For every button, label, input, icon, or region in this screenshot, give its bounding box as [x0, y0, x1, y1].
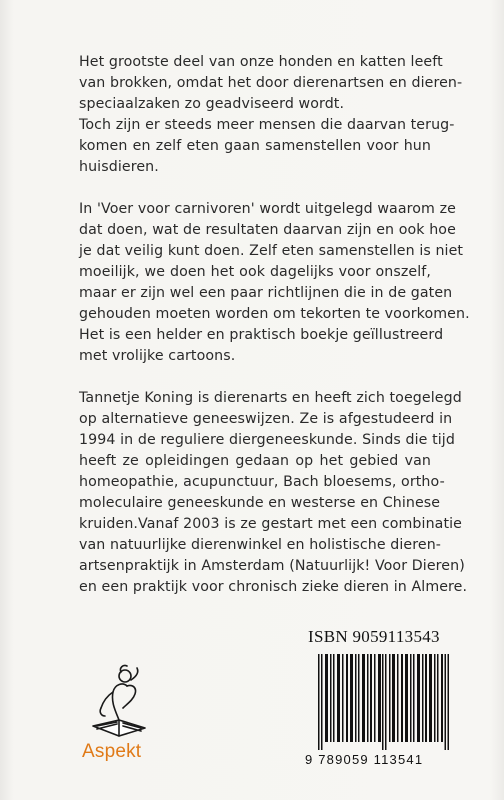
barcode-digits: 9 789059 113541: [305, 752, 424, 767]
text-line: Het grootste deel van onze honden en katten leeft: [79, 54, 443, 70]
text-line: heeft ze opleidingen gedaan op het gebied van: [79, 453, 431, 469]
text-line: en een praktijk voor chronisch zieke dieren in Almere.: [79, 579, 468, 595]
text-line: homeopathie, acupunctuur, Bach bloesems, ortho-: [79, 474, 445, 490]
back-cover-blurb: [79, 52, 470, 619]
text-line: In 'Voer voor carnivoren' wordt uitgelegd waarom ze: [79, 201, 456, 217]
text-line: moleculaire geneeskunde en westerse en Chinese: [79, 495, 441, 511]
text-line: maar er zijn wel een paar richtlijnen die in de gaten: [79, 285, 453, 301]
text-line: gehouden moeten worden om tekorten te voorkomen.: [79, 306, 470, 322]
reading-figure-icon: [79, 662, 169, 742]
publisher-name: Aspekt: [82, 741, 142, 762]
text-line: Het is een helder en praktisch boekje geïllustreerd: [79, 327, 444, 343]
text-line: komen en zelf eten gaan samenstellen voor hun: [79, 138, 431, 154]
text-line: met vrolijke cartoons.: [79, 348, 236, 364]
text-line: je dat veilig kunt doen. Zelf eten samenstellen is niet: [79, 243, 464, 259]
text-line: op alternatieve geneeswijzen. Ze is afgestudeerd in: [79, 411, 453, 427]
text-line: artsenpraktijk in Amsterdam (Natuurlijk! Voor Dieren): [79, 558, 465, 574]
text-line: huisdieren.: [79, 159, 159, 175]
text-line: van brokken, omdat het door dierenartsen en dieren-: [79, 75, 463, 91]
text-line: speciaalzaken zo geadviseerd wordt.: [79, 96, 345, 112]
barcode-icon: [318, 654, 449, 750]
text-line: Toch zijn er steeds meer mensen die daarvan terug-: [79, 117, 455, 133]
text-line: dat doen, wat de resultaten daarvan zijn en ook hoe: [79, 222, 456, 238]
text-line: kruiden.Vanaf 2003 is ze gestart met een combinatie: [79, 516, 462, 532]
text-line: moeilijk, we doen het ook dagelijks voor onszelf,: [79, 264, 431, 280]
isbn-label: ISBN 9059113543: [308, 627, 440, 646]
blurb-paragraph-1: [79, 52, 463, 178]
blurb-paragraph-2: [79, 199, 470, 367]
text-line: Tannetje Koning is dierenarts en heeft zich toegelegd: [79, 390, 462, 406]
text-line: 1994 in de reguliere diergeneeskunde. Sinds die tijd: [79, 432, 455, 448]
text-line: van natuurlijke dierenwinkel en holistische dieren-: [79, 537, 442, 553]
blurb-paragraph-3: [79, 388, 468, 598]
